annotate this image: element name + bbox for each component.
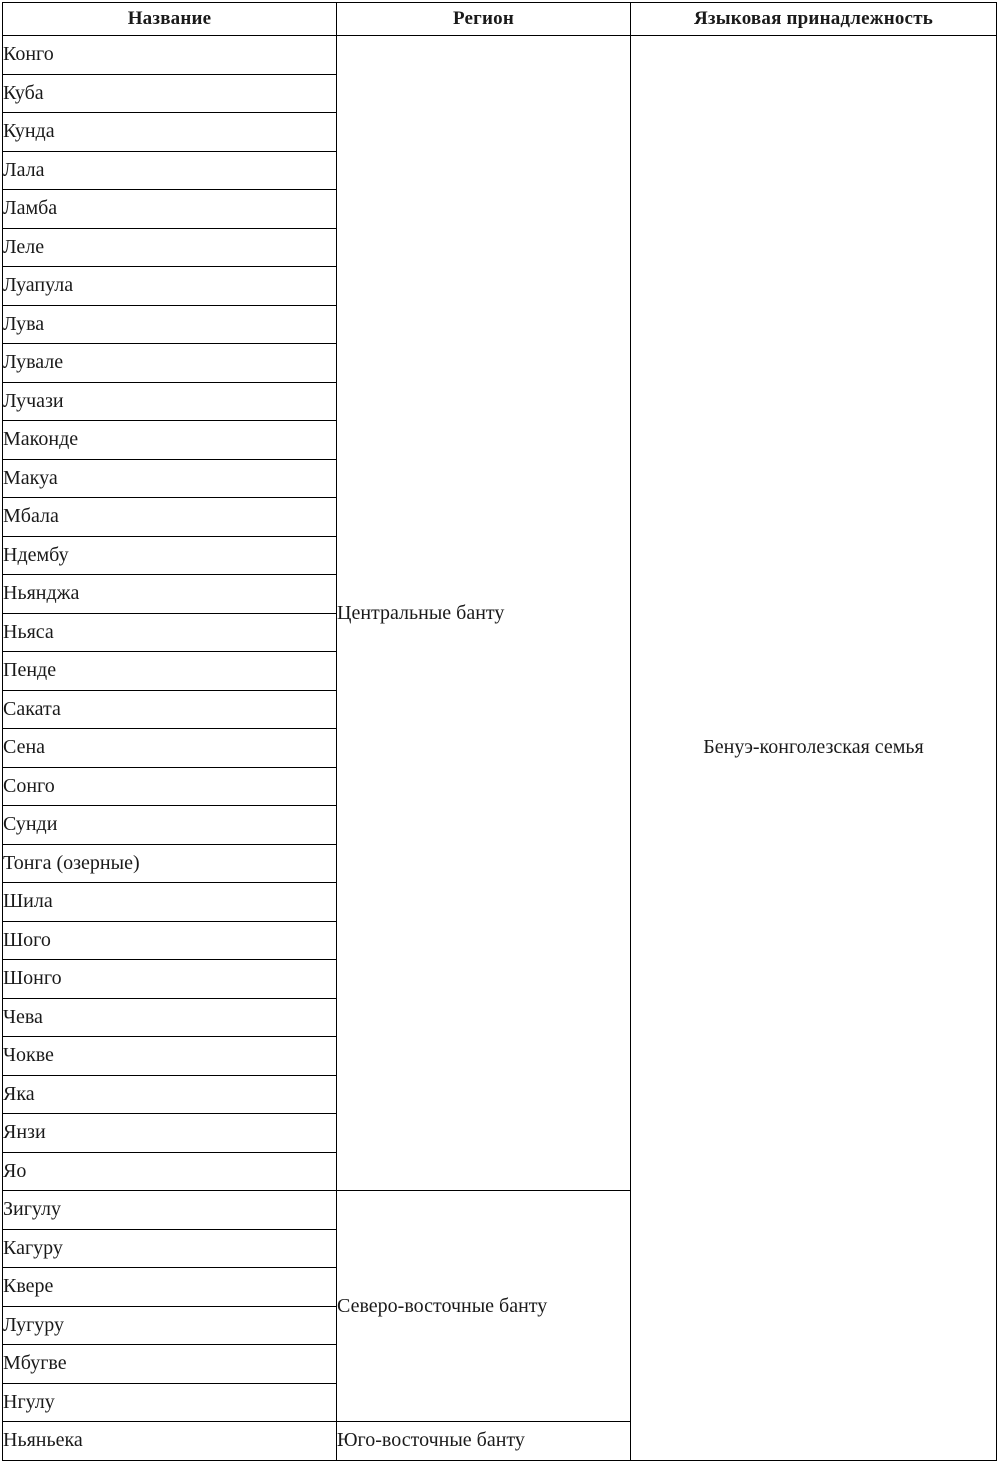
cell-name: Маконде (3, 421, 337, 460)
cell-name: Сунди (3, 806, 337, 845)
cell-name: Куба (3, 74, 337, 113)
document-page (0, 2, 1000, 1452)
cell-name: Янзи (3, 1114, 337, 1153)
column-header-family: Языковая принадлежность (631, 3, 997, 36)
cell-name: Лучази (3, 382, 337, 421)
ethnic-groups-table (2, 2, 997, 1461)
cell-name: Кагуру (3, 1229, 337, 1268)
cell-name: Нгулу (3, 1383, 337, 1422)
cell-name: Мбугве (3, 1345, 337, 1384)
cell-name: Шонго (3, 960, 337, 999)
cell-name: Ньяньека (3, 1422, 337, 1461)
region-label: Юго-восточные банту (337, 1429, 525, 1452)
table-row (3, 36, 997, 75)
cell-name: Яо (3, 1152, 337, 1191)
cell-region (337, 36, 631, 1191)
cell-name: Луапула (3, 267, 337, 306)
cell-name: Яка (3, 1075, 337, 1114)
cell-name: Чева (3, 998, 337, 1037)
column-header-region: Регион (337, 3, 631, 36)
cell-name: Кунда (3, 113, 337, 152)
cell-name: Зигулу (3, 1191, 337, 1230)
cell-name: Пенде (3, 652, 337, 691)
cell-name: Тонга (озерные) (3, 844, 337, 883)
cell-name: Шила (3, 883, 337, 922)
cell-language-family (631, 36, 997, 1461)
cell-name: Квере (3, 1268, 337, 1307)
table-header-row (3, 3, 997, 36)
table-header (3, 3, 997, 36)
region-label: Северо-восточные банту (337, 1294, 548, 1317)
cell-region (337, 1191, 631, 1422)
cell-name: Ньяса (3, 613, 337, 652)
cell-name: Конго (3, 36, 337, 75)
cell-name: Ньянджа (3, 575, 337, 614)
column-header-name: Название (3, 3, 337, 36)
region-label: Центральные банту (337, 601, 505, 624)
cell-name: Мбала (3, 498, 337, 537)
cell-name: Лувале (3, 344, 337, 383)
cell-name: Ламба (3, 190, 337, 229)
language-family-label: Бенуэ-конголезская семья (703, 736, 924, 759)
cell-name: Макуа (3, 459, 337, 498)
cell-name: Саката (3, 690, 337, 729)
cell-name: Ндембу (3, 536, 337, 575)
cell-region (337, 1422, 631, 1461)
cell-name: Лугуру (3, 1306, 337, 1345)
cell-name: Сена (3, 729, 337, 768)
table-body (3, 36, 997, 1461)
cell-name: Лала (3, 151, 337, 190)
cell-name: Шого (3, 921, 337, 960)
cell-name: Чокве (3, 1037, 337, 1076)
cell-name: Сонго (3, 767, 337, 806)
cell-name: Леле (3, 228, 337, 267)
cell-name: Лува (3, 305, 337, 344)
